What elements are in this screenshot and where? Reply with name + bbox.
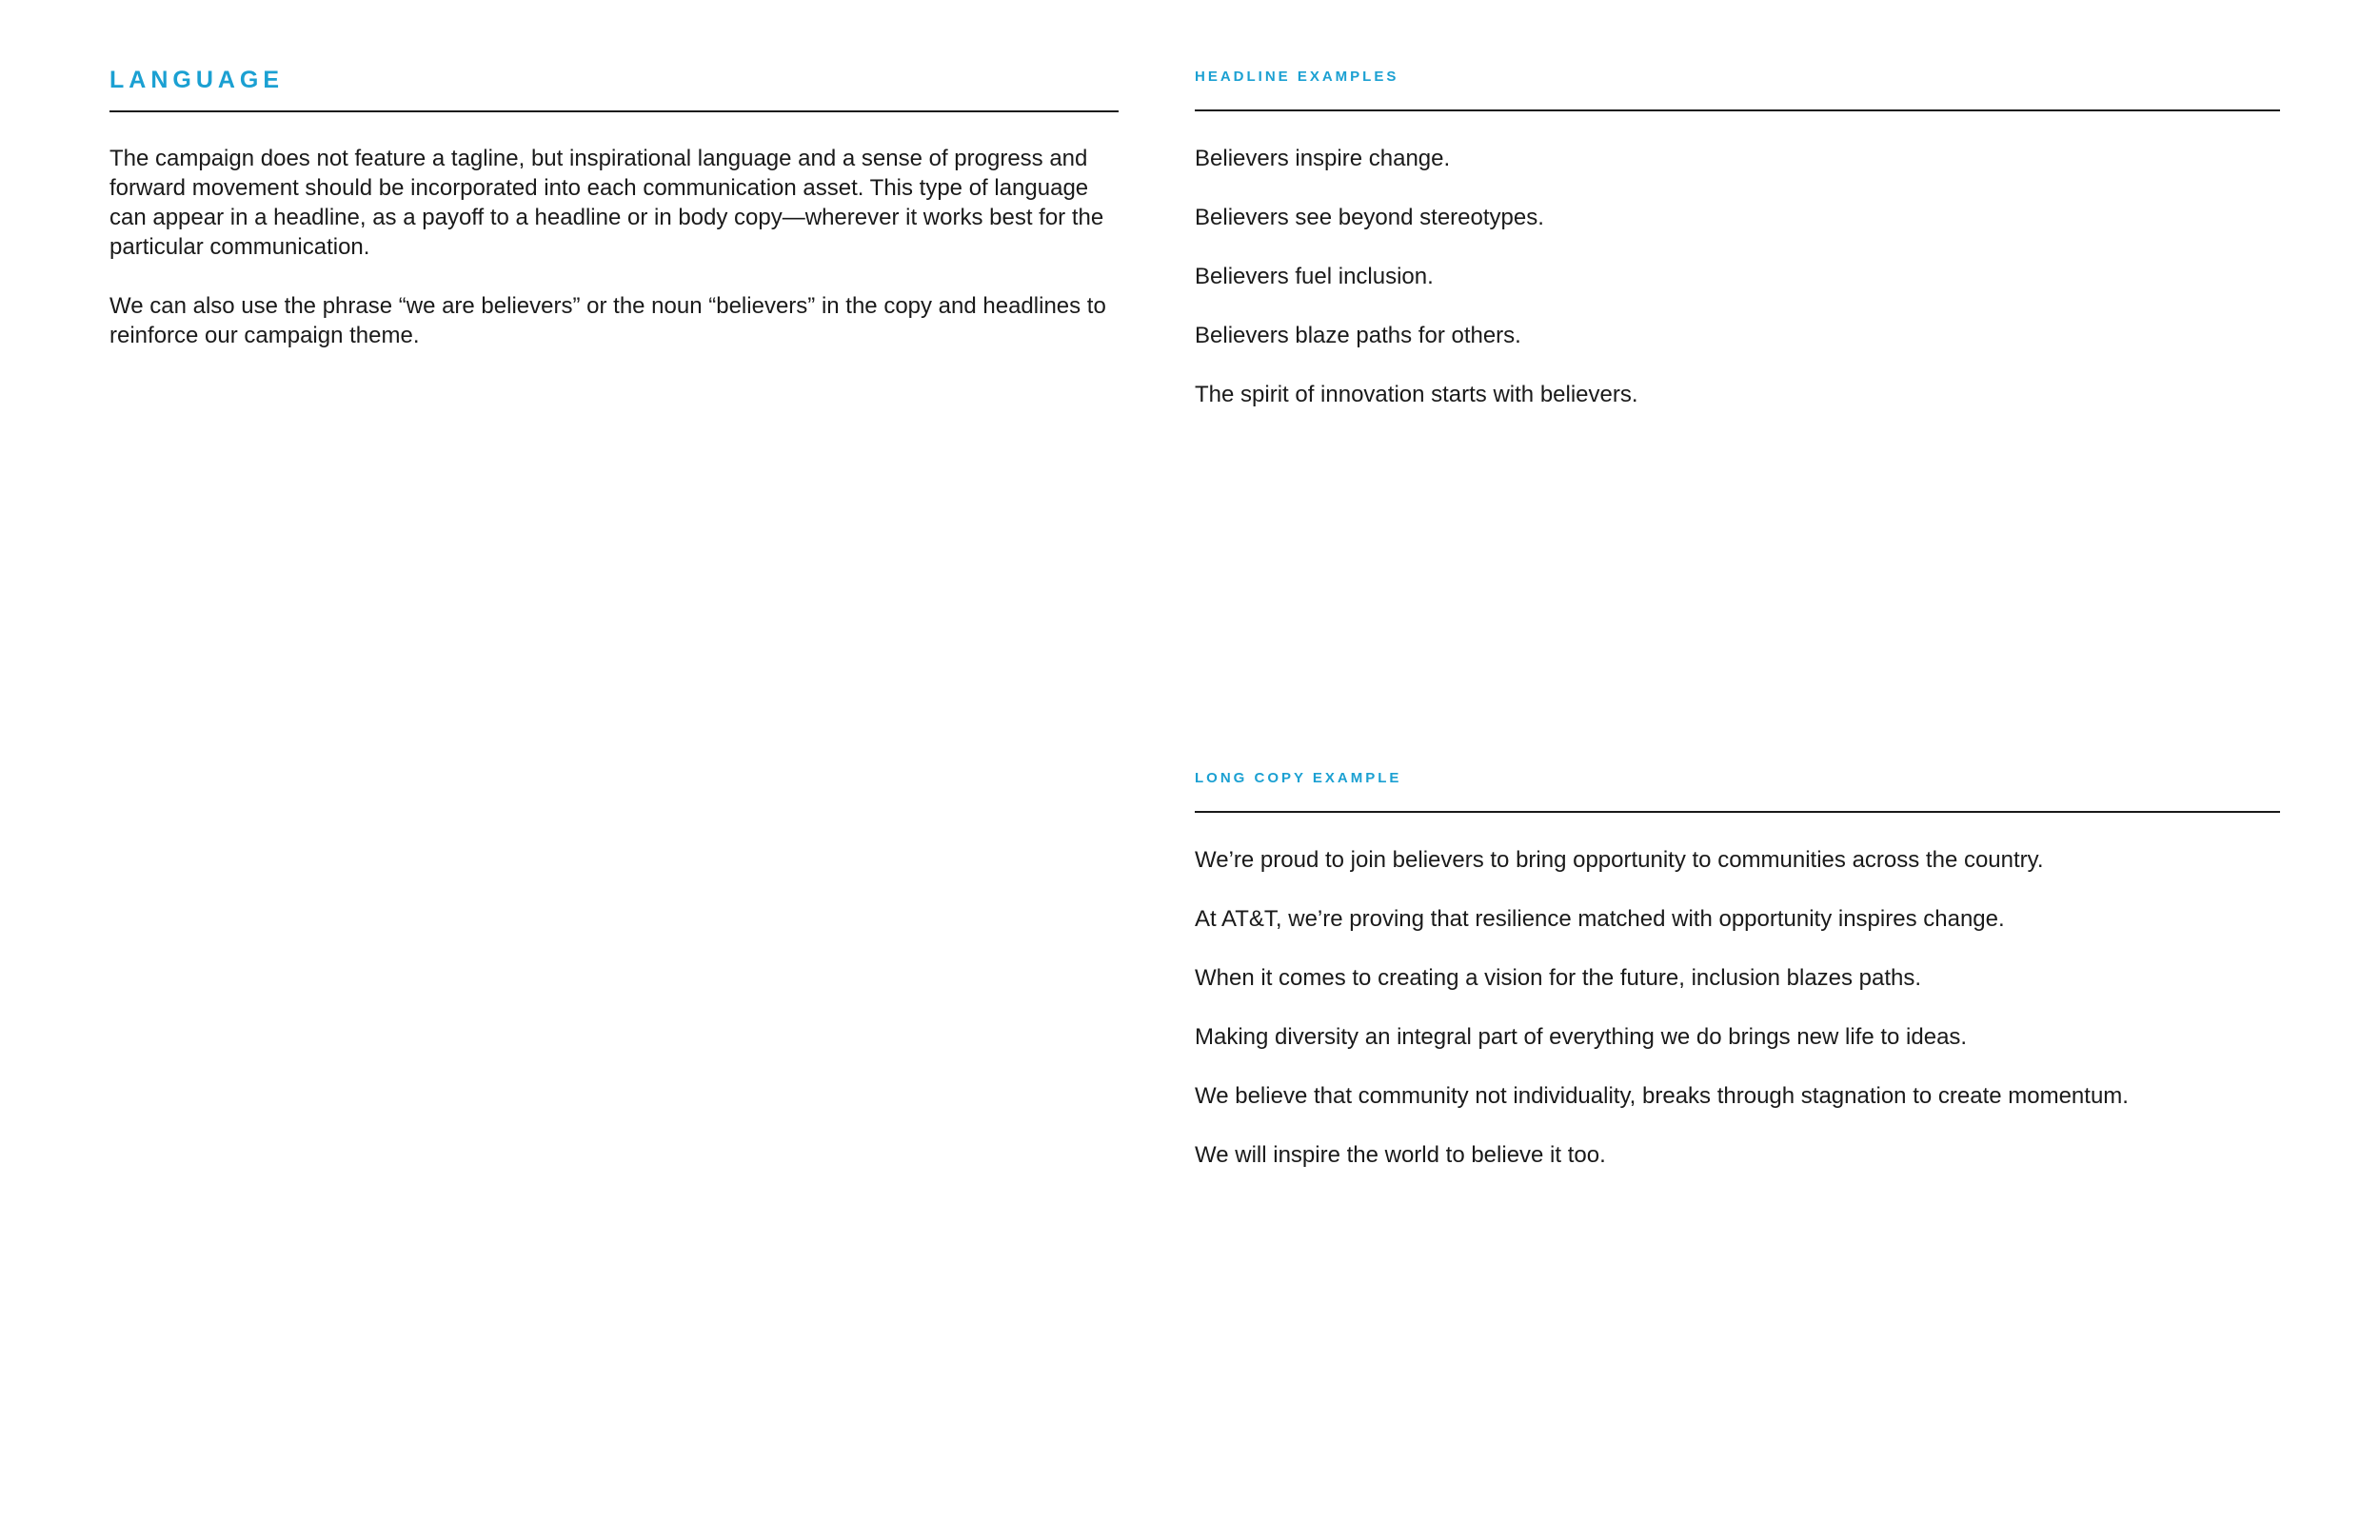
long-copy-example-heading: LONG COPY EXAMPLE — [1195, 770, 1402, 786]
long-copy-example-header — [1195, 771, 2280, 813]
long-copy-example-list — [1195, 845, 2280, 1199]
language-paragraph-1: The campaign does not feature a tagline, but inspirational language and a sense of progress and forward movement should be incorporated into each communication asset. This type of language can appear in a headline, as a payoff to a headline or in body copy—wherever it works best for the particular communication. — [109, 146, 1104, 260]
long-copy-example-item: We’re proud to join believers to bring opportunity to communities across the country. — [1195, 847, 2044, 873]
headline-example-item: Believers inspire change. — [1195, 146, 1451, 171]
headline-examples-list — [1195, 144, 2280, 439]
language-body — [109, 144, 1119, 350]
language-header — [109, 69, 1119, 112]
headline-example-item: Believers blaze paths for others. — [1195, 323, 1521, 348]
language-paragraph-2: We can also use the phrase “we are believers” or the noun “believers” in the copy and headlines to reinforce our campaign theme. — [109, 293, 1106, 348]
long-copy-example-item: Making diversity an integral part of everything we do brings new life to ideas. — [1195, 1024, 1968, 1050]
language-heading: LANGUAGE — [109, 67, 285, 93]
long-copy-example-item: We will inspire the world to believe it too. — [1195, 1142, 1606, 1168]
headline-example-item: The spirit of innovation starts with believers. — [1195, 382, 1638, 407]
headline-example-item: Believers see beyond stereotypes. — [1195, 205, 1544, 230]
long-copy-example-item: We believe that community not individuality, breaks through stagnation to create momentum. — [1195, 1083, 2129, 1109]
headline-example-item: Believers fuel inclusion. — [1195, 264, 1434, 289]
headline-examples-header — [1195, 69, 2280, 111]
headline-examples-heading: HEADLINE EXAMPLES — [1195, 69, 1399, 85]
long-copy-example-item: At AT&T, we’re proving that resilience matched with opportunity inspires change. — [1195, 906, 2005, 932]
long-copy-example-item: When it comes to creating a vision for the future, inclusion blazes paths. — [1195, 965, 1922, 991]
